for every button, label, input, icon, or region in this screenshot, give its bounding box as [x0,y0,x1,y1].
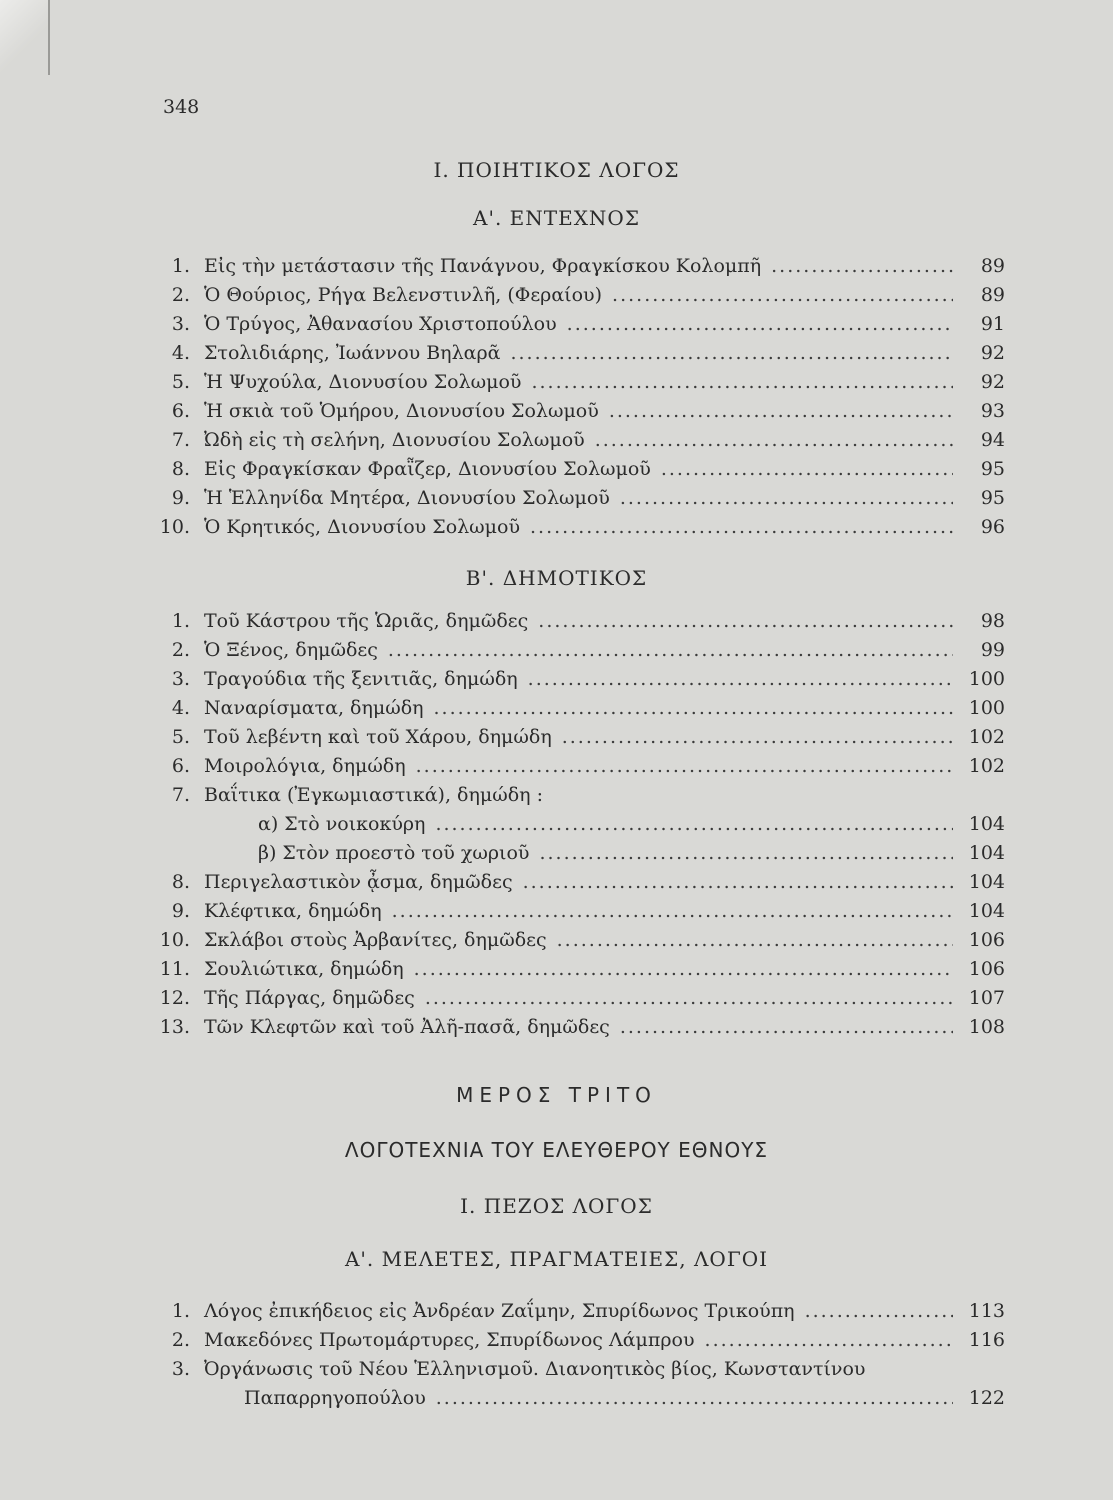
toc-entry-number: 1. [171,610,190,632]
toc-entry-title: Ἡ Ψυχούλα, Διονυσίου Σολωμοῦ [204,371,522,393]
dot-leader [612,281,953,310]
toc-entry [150,368,1005,397]
subsection-heading-entechnos: Α'. ΕΝΤΕΧΝΟΣ [473,206,640,230]
toc-entry-number: 2. [171,1329,190,1351]
toc-entry-number: 13. [159,1016,190,1038]
dot-leader [620,484,953,513]
toc-entry-number: 2. [171,284,190,306]
toc-entry [150,455,1005,484]
toc-entry-number: 7. [171,784,190,806]
toc-entry [150,665,1005,694]
dot-leader [510,339,953,368]
section-heading-prose: Ι. ΠΕΖΟΣ ΛΟΓΟΣ [460,1194,653,1218]
toc-entry-page: 99 [980,639,1005,661]
toc-entry-page: 107 [968,987,1005,1009]
toc-entry-title: Ναναρίσματα, δημώδη [204,697,424,719]
toc-entry-title: Ὁ Κρητικός, Διονυσίου Σολωμοῦ [204,516,521,538]
toc-entry [150,955,1005,984]
toc-entry-number: 3. [171,1358,190,1380]
dot-leader [595,426,953,455]
toc-entry-page: 102 [968,755,1005,777]
toc-entry-title: Ὠδὴ εἰς τὴ σελήνη, Διονυσίου Σολωμοῦ [204,429,585,451]
toc-entry-title: Περιγελαστικὸν ᾆσμα, δημῶδες [204,871,513,893]
toc-entry-page: 104 [968,900,1005,922]
toc-entry-page: 98 [980,610,1005,632]
toc-entry [150,397,1005,426]
toc-entry-title: Στολιδιάρης, Ἰωάννου Βηλαρᾶ [204,342,501,364]
toc-entry-title: Μακεδόνες Πρωτομάρτυρες, Σπυρίδωνος Λάμπρου [204,1329,695,1351]
toc-entry-page: 102 [968,726,1005,748]
toc-entry [150,868,1005,897]
toc-entry-title: Τοῦ Κάστρου τῆς Ὡριᾶς, δημῶδες [204,610,529,632]
toc-entry-number: 4. [171,342,190,364]
toc-entry [150,1355,1005,1384]
toc-entry-title: Σουλιώτικα, δημώδη [204,958,404,980]
subsection-heading-studies: Α'. ΜΕΛΕΤΕΣ, ΠΡΑΓΜΑΤΕΙΕΣ, ΛΟΓΟΙ [344,1247,769,1271]
dot-leader [436,1384,953,1413]
toc-entry-title: Εἰς Φραγκίσκαν Φραῗζερ, Διονυσίου Σολωμοῦ [204,458,651,480]
toc-entry [150,694,1005,723]
toc-entry-number: 1. [171,1300,190,1322]
toc-entry [150,926,1005,955]
dot-leader [528,665,953,694]
toc-entry-page: 95 [980,487,1005,509]
toc-entry [150,252,1005,281]
toc-entry-title: Σκλάβοι στοὺς Ἀρβανίτες, δημῶδες [204,929,547,951]
toc-entry-title: β) Στὸν προεστὸ τοῦ χωριοῦ [258,842,530,864]
dot-leader [531,368,953,397]
toc-entry [150,513,1005,542]
section-heading-poetic: Ι. ΠΟΙΗΤΙΚΟΣ ΛΟΓΟΣ [433,158,680,182]
toc-entry-page: 104 [968,813,1005,835]
toc-entry-page: 95 [980,458,1005,480]
toc-entry-number: 8. [171,458,190,480]
dot-leader [523,868,953,897]
subsection-heading-dimotikos: Β'. ΔΗΜΟΤΙΚΟΣ [465,566,648,590]
toc-entry [150,984,1005,1013]
toc-entry-number: 5. [171,371,190,393]
dot-leader [425,984,953,1013]
toc-entry-number: 10. [159,516,190,538]
toc-entry-number: 3. [171,668,190,690]
dot-leader [557,926,953,955]
toc-entry [150,723,1005,752]
dot-leader [771,252,953,281]
dot-leader [434,694,953,723]
toc-entry [150,426,1005,455]
toc-entry-title: Τῶν Κλεφτῶν καὶ τοῦ Ἀλῆ-πασᾶ, δημῶδες [204,1016,610,1038]
toc-entry [150,839,1005,868]
toc-entry [150,1384,1005,1413]
toc-entry-number: 5. [171,726,190,748]
dot-leader [392,897,953,926]
dot-leader [538,607,953,636]
toc-entry [150,810,1005,839]
toc-entry-title: Τραγούδια τῆς ξενιτιᾶς, δημώδη [204,668,518,690]
toc-entry-title: Μοιρολόγια, δημώδη [204,755,406,777]
dot-leader [661,455,953,484]
toc-entry-title: Τοῦ λεβέντη καὶ τοῦ Χάρου, δημώδη [204,726,552,748]
toc-entry-page: 116 [968,1329,1005,1351]
toc-entry [150,752,1005,781]
dot-leader [562,723,953,752]
toc-entry [150,1013,1005,1042]
toc-entry-page: 92 [980,371,1005,393]
toc-entry [150,281,1005,310]
toc-entry [150,781,1005,810]
dot-leader [416,752,953,781]
toc-entry-page: 93 [980,400,1005,422]
toc-entry-title: Βαΐτικα (Ἐγκωμιαστικά), δημώδη : [204,784,543,806]
toc-entry-page: 106 [968,929,1005,951]
dot-leader [620,1013,953,1042]
part-title: ΜΕΡΟΣ ΤΡΙΤΟ [456,1083,657,1107]
toc-entry-page: 89 [980,284,1005,306]
toc-entry-title: Ὁ Ξένος, δημῶδες [204,639,378,661]
toc-entry-number: 1. [171,255,190,277]
dot-leader [567,310,953,339]
dot-leader [705,1326,953,1355]
dot-leader [539,839,953,868]
toc-entry [150,484,1005,513]
toc-entry-number: 8. [171,871,190,893]
toc-entry-number: 10. [159,929,190,951]
toc-entry-page: 91 [980,313,1005,335]
toc-list-dimotikos [150,607,1005,1042]
toc-entry [150,339,1005,368]
toc-entry-page: 104 [968,842,1005,864]
toc-entry-page: 108 [968,1016,1005,1038]
toc-entry [150,897,1005,926]
toc-entry-page: 96 [980,516,1005,538]
toc-entry-title: Ἡ σκιὰ τοῦ Ὁμήρου, Διονυσίου Σολωμοῦ [204,400,599,422]
toc-entry-title: Ἡ Ἑλληνίδα Μητέρα, Διονυσίου Σολωμοῦ [204,487,610,509]
toc-entry-number: 6. [171,755,190,777]
toc-entry-title: Παπαρρηγοπούλου [244,1387,426,1409]
toc-entry-number: 4. [171,697,190,719]
toc-entry [150,1326,1005,1355]
dot-leader [414,955,953,984]
toc-entry-title: Ὁ Τρύγος, Ἀθανασίου Χριστοπούλου [204,313,557,335]
toc-entry-number: 3. [171,313,190,335]
toc-entry-number: 7. [171,429,190,451]
toc-entry-number: 2. [171,639,190,661]
page-number: 348 [163,96,200,118]
toc-entry-title: Λόγος ἐπικήδειος εἰς Ἀνδρέαν Ζαΐμην, Σπυρίδωνος Τρικούπη [204,1300,795,1322]
toc-entry [150,1297,1005,1326]
part-subtitle: ΛΟΓΟΤΕΧΝΙΑ ΤΟΥ ΕΛΕΥΘΕΡΟΥ ΕΘΝΟΥΣ [344,1138,769,1162]
toc-entry-page: 104 [968,871,1005,893]
toc-entry [150,607,1005,636]
dot-leader [530,513,953,542]
toc-entry-title: Ὁ Θούριος, Ρήγα Βελενστινλῆ, (Φεραίου) [204,284,603,306]
toc-entry-title: α) Στὸ νοικοκύρη [258,813,426,835]
dot-leader [388,636,953,665]
toc-entry-number: 9. [171,487,190,509]
toc-entry-page: 100 [968,668,1005,690]
dot-leader [609,397,953,426]
toc-entry-page: 122 [968,1387,1005,1409]
toc-entry-page: 92 [980,342,1005,364]
toc-entry-title: Ὀργάνωσις τοῦ Νέου Ἑλληνισμοῦ. Διανοητικὸς βίος, Κωνσταντίνου [204,1358,866,1380]
toc-entry [150,310,1005,339]
toc-entry-title: Τῆς Πάργας, δημῶδες [204,987,415,1009]
toc-entry-page: 89 [980,255,1005,277]
toc-entry-number: 6. [171,400,190,422]
dot-leader [805,1297,953,1326]
toc-entry-number: 12. [159,987,190,1009]
toc-entry-number: 11. [159,958,190,980]
toc-entry-page: 106 [968,958,1005,980]
toc-entry-page: 100 [968,697,1005,719]
dot-leader [435,810,953,839]
toc-entry-title: Κλέφτικα, δημώδη [204,900,382,922]
page-corner-fold [0,0,50,75]
toc-entry [150,636,1005,665]
toc-list-studies [150,1297,1005,1413]
toc-entry-title: Εἰς τὴν μετάστασιν τῆς Πανάγνου, Φραγκίσκου Κολομπῆ [204,255,762,277]
toc-entry-page: 94 [980,429,1005,451]
toc-entry-page: 113 [968,1300,1005,1322]
toc-list-entechnos [150,252,1005,542]
toc-entry-number: 9. [171,900,190,922]
